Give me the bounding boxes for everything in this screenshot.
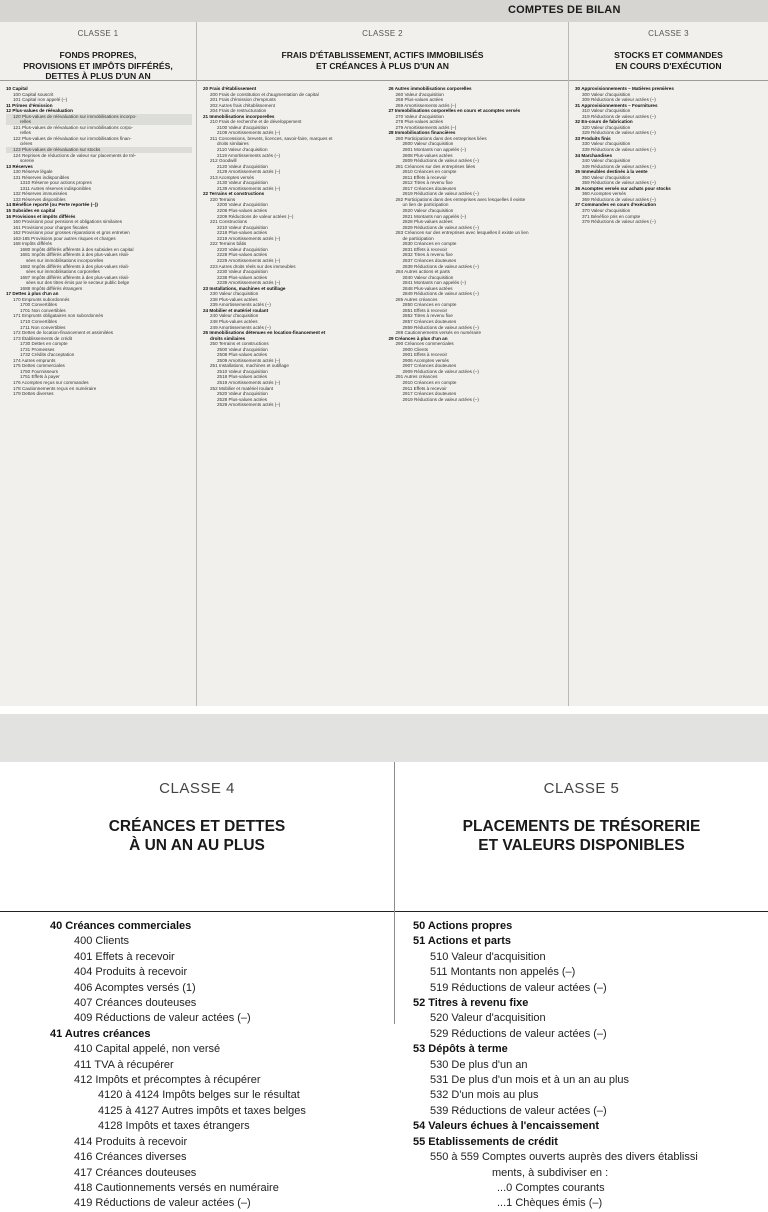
account-line: 1687 Impôts différés afférents à des plus-values réali-	[20, 274, 130, 280]
account-line: 2529 Amortissements actés (–)	[217, 402, 281, 408]
account-line: 418 Cautionnements versés en numéraire	[74, 1181, 279, 1194]
account-line: 2801 Montants non appelés (–)	[402, 147, 467, 153]
account-line: 2239 Amortissements actés (–)	[217, 280, 281, 286]
account-line: 2900 Clients	[402, 346, 429, 352]
account-line: 411 TVA à récupérer	[74, 1058, 174, 1071]
account-line: 178 Cautionnements reçus en numéraire	[13, 385, 97, 391]
account-line: 220 Terrains	[210, 196, 236, 202]
account-line: 290 Créances commerciales	[395, 341, 454, 347]
account-line: 130 Réserve légale	[13, 169, 53, 175]
account-line: 2518 Plus-values actées	[217, 374, 268, 380]
account-line: 532 D'un mois au plus	[430, 1089, 539, 1102]
account-line: 4120 à 4124 Impôts belges sur le résultat	[98, 1089, 300, 1102]
account-line: 404 Produits à recevoir	[74, 966, 188, 979]
account-line: 204 Frais de restructuration	[210, 108, 267, 114]
account-line: 122 Plus-values de réévaluation sur immobilisations finan-	[13, 135, 132, 141]
account-line: 2209 Réductions de valeur actées (–)	[217, 213, 294, 219]
class4-divider	[0, 911, 394, 912]
bottom-page-photo	[0, 714, 768, 1210]
account-line: 2500 Valeur d'acquisition	[217, 346, 268, 352]
account-line: 173 Établissements de crédit	[13, 335, 72, 341]
account-line: 171 Emprunts obligataires non subordonnés	[13, 313, 104, 319]
account-line: 25 Immobilisations détenues en location-financement et	[203, 330, 326, 336]
account-line: 40 Créances commerciales	[50, 920, 192, 932]
account-line: 359 Réductions de valeur actées (–)	[582, 180, 656, 186]
account-line: 1700 Convertibles	[20, 302, 58, 308]
account-line: 176 Acomptes reçus sur commandes	[13, 379, 89, 385]
account-line: 2819 Réductions de valeur actées (–)	[402, 191, 479, 197]
account-line: 412 Impôts et précomptes à récupérer	[74, 1074, 261, 1087]
account-line: 121 Plus-values de réévaluation sur immobilisations corpo-	[13, 124, 134, 130]
account-line: 251 Installations, machines et outillage	[210, 363, 289, 369]
account-line: 2809 Réductions de valeur actées (–)	[402, 158, 479, 164]
account-line: 223 Autres droits réels sur des immeubles	[210, 263, 296, 269]
account-line: 101 Capital non appelé (–)	[13, 97, 68, 103]
account-line: 539 Réductions de valeur actées (–)	[430, 1104, 607, 1117]
account-line: 300 Valeur d'acquisition	[582, 91, 631, 97]
account-line: 27 Immobilisations corporelles en cours et acomptes versés	[388, 108, 521, 114]
account-line: 416 Créances diverses	[74, 1151, 187, 1164]
account-line: 239 Amortissements actés (–)	[210, 302, 271, 308]
account-line: 2130 Valeur d'acquisition	[217, 180, 268, 186]
account-line: 291 Autres créances	[395, 374, 438, 380]
account-line: 2828 Plus-values actées	[402, 219, 453, 225]
account-line: 2901 Effets à recevoir	[402, 352, 448, 358]
account-line: 2849 Réductions de valeur actées (–)	[402, 291, 479, 297]
class3-divider	[569, 80, 768, 81]
account-line: 1711 Non convertibles	[20, 324, 66, 330]
account-line: 1682 Impôts différés afférents à des plus-values réali-	[20, 263, 130, 269]
account-line: 2820 Valeur d'acquisition	[402, 208, 454, 214]
account-line: 2100 Valeur d'acquisition	[217, 124, 268, 130]
account-line: 22 Terrains et constructions	[203, 191, 265, 197]
account-line: 2810 Créances en compte	[402, 169, 457, 175]
account-line: 20 Frais d'établissement	[203, 86, 257, 91]
account-line: 210 Frais de recherche et de développement	[210, 119, 302, 125]
class5-divider	[395, 911, 768, 912]
class1-list	[0, 86, 196, 706]
account-line: 16 Provisions et impôts différés	[6, 213, 76, 219]
account-line: 2208 Plus-values actées	[217, 208, 268, 214]
account-line: 2841 Montants non appelés (–)	[402, 280, 467, 286]
account-line: un lien de participation	[402, 202, 449, 208]
account-line: droits similaires	[210, 335, 246, 341]
account-line: 1701 Non convertibles	[20, 307, 66, 313]
account-line: 360 Acomptes versés	[582, 191, 626, 197]
account-line: 2857 Créances douteuses	[402, 318, 457, 324]
account-line: 2120 Valeur d'acquisition	[217, 163, 268, 169]
account-line: 13 Réserves	[6, 163, 33, 169]
account-line: 2832 Titres à revenu fixe	[402, 252, 453, 258]
account-line: 2528 Plus-values actées	[217, 396, 268, 402]
account-line: 530 De plus d'un an	[430, 1058, 528, 1071]
account-line: 340 Valeur d'acquisition	[582, 158, 631, 164]
banner-title: COMPTES DE BILAN	[508, 4, 621, 16]
account-line: ...0 Comptes courants	[497, 1181, 605, 1194]
account-line: 2906 Acomptes versés	[402, 357, 449, 363]
account-line: 1680 Impôts différés afférents à des subsides en capital	[20, 246, 134, 252]
account-line: de participation	[402, 235, 434, 241]
class4-label: CLASSE 4	[159, 780, 235, 797]
account-line: 320 Valeur d'acquisition	[582, 124, 631, 130]
class3-label: CLASSE 3	[648, 29, 689, 38]
account-line: 53 Dépôts à terme	[413, 1043, 508, 1056]
account-line: 211 Concessions, brevets, licences, savoir-faire, marques et	[210, 135, 333, 141]
account-line: 284 Autres actions et parts	[395, 269, 450, 275]
account-line: 2851 Effets à recevoir	[402, 307, 448, 313]
account-line: 34 Marchandises	[575, 152, 613, 158]
photo-gap	[0, 706, 768, 714]
account-line: 278 Plus-values actées	[395, 119, 443, 125]
account-line: 2210 Valeur d'acquisition	[217, 224, 268, 230]
account-line: 201 Frais d'émission d'emprunts	[210, 97, 276, 103]
account-line: 163-165 Provisions pour autres risques et charges	[13, 235, 116, 241]
class2-divider	[197, 80, 568, 81]
class2-title: FRAIS D'ÉTABLISSEMENT, ACTIFS IMMOBILISÉS ET CRÉANCES À PLUS D'UN AN	[281, 50, 484, 71]
account-line: cières	[20, 141, 33, 147]
account-line: 2110 Valeur d'acquisition	[217, 147, 268, 153]
account-line: 2859 Réductions de valeur actées (–)	[402, 324, 479, 330]
account-line: 100 Capital souscrit	[13, 91, 54, 97]
account-line: 1710 Convertibles	[20, 318, 58, 324]
account-line: 2220 Valeur d'acquisition	[217, 246, 268, 252]
account-line: sées sur immobilisations incorporelles	[26, 257, 104, 263]
account-line: 17 Dettes à plus d'un an	[6, 291, 59, 297]
account-line: 2911 Effets à recevoir	[402, 385, 447, 391]
account-line: 10 Capital	[6, 86, 28, 91]
account-line: 1731 Promesses	[20, 346, 55, 352]
account-line: 240 Valeur d'acquisition	[210, 313, 259, 319]
account-line: 330 Valeur d'acquisition	[582, 141, 631, 147]
account-line: 200 Frais de constitution et d'augmentation de capital	[210, 91, 319, 97]
account-line: 2119 Amortissements actés (–)	[217, 152, 280, 158]
account-line: 1688 Impôts différés étrangers	[20, 285, 83, 291]
account-line: 417 Créances douteuses	[74, 1166, 197, 1179]
top-header-band	[0, 0, 768, 22]
class1-title: FONDS PROPRES, PROVISIONS ET IMPÔTS DIFFÉRÉS, DETTES À PLUS D'UN AN	[23, 50, 173, 81]
account-line: 29 Créances à plus d'un an	[388, 335, 448, 341]
account-line: 270 Valeur d'acquisition	[395, 113, 444, 119]
account-line: 2910 Créances en compte	[402, 379, 457, 385]
account-line: 1311 Autres réserves indisponibles	[20, 185, 91, 191]
account-line: 31 Approvisionnements – Fournitures	[575, 102, 658, 108]
class2-column	[196, 22, 568, 706]
account-line: 283 Créances sur des entreprises avec lesquelles il existe un lien	[395, 230, 529, 236]
class4-column	[0, 762, 394, 1210]
class2-list-left	[197, 86, 383, 706]
account-line: 21 Immobilisations incorporelles	[203, 113, 275, 119]
account-line: sées sur immobilisations corporelles	[26, 269, 100, 275]
account-line: 401 Effets à recevoir	[74, 950, 175, 963]
account-line: 249 Amortissements actés (–)	[210, 324, 271, 330]
class3-column	[568, 22, 768, 706]
account-line: 2839 Réductions de valeur actées (–)	[402, 263, 479, 269]
account-line: 400 Clients	[74, 935, 130, 948]
account-line: 2817 Créances douteuses	[402, 185, 457, 191]
account-line: 410 Capital appelé, non versé	[74, 1043, 221, 1056]
account-line: 369 Réductions de valeur actées (–)	[582, 196, 656, 202]
account-line: 212 Goodwill	[210, 158, 237, 164]
account-line: 24 Mobilier et matériel roulant	[203, 307, 269, 313]
account-line: 2917 Créances douteuses	[402, 391, 457, 397]
account-line: 2811 Effets à recevoir	[402, 174, 447, 180]
account-line: 2837 Créances douteuses	[402, 257, 457, 263]
account-line: 349 Réductions de valeur actées (–)	[582, 163, 656, 169]
account-line: 37 Commandes en cours d'exécution	[575, 202, 656, 208]
account-line: 2200 Valeur d'acquisition	[217, 202, 268, 208]
account-line: 32 En-cours de fabrication	[575, 119, 633, 125]
account-line: 2852 Titres à revenu fixe	[402, 313, 453, 319]
bottom-header-band	[0, 714, 768, 762]
account-line: 260 Valeur d'acquisition	[395, 91, 444, 97]
account-line: 379 Réductions de valeur actées (–)	[582, 219, 656, 225]
account-line: 550 à 559 Comptes ouverts auprès des divers établissi	[430, 1151, 698, 1164]
account-line: 132 Réserves immunisées	[13, 191, 68, 197]
class1-divider	[0, 80, 196, 81]
account-line: 371 Bénéfice pris en compte	[582, 213, 641, 219]
account-line: 170 Emprunts subordonnés	[13, 296, 70, 302]
account-line: 161 Provisions pour charges fiscales	[13, 224, 88, 230]
account-line: sées sur des titres émis par le secteur public belge	[26, 280, 130, 286]
account-line: 407 Créances douteuses	[74, 997, 197, 1010]
account-line: 285 Autres créances	[395, 296, 438, 302]
class5-list	[395, 919, 768, 1212]
class1-label: CLASSE 1	[77, 29, 119, 38]
account-line: 162 Provisions pour grosses réparations et gros entretien	[13, 230, 130, 236]
account-line: 2821 Montants non appelés (–)	[402, 213, 467, 219]
account-line: 350 Valeur d'acquisition	[582, 174, 631, 180]
account-line: 131 Réserves indisponibles	[13, 174, 70, 180]
account-line: 1730 Dettes en compte	[20, 341, 68, 347]
account-line: 2909 Réductions de valeur actées (–)	[402, 368, 479, 374]
account-line: 123 Plus-values de réévaluation sur stocks	[6, 147, 192, 153]
account-line: 519 Réductions de valeur actées (–)	[430, 981, 607, 994]
account-line: 15 Subsides en capital	[6, 208, 56, 214]
account-line: 52 Titres à revenu fixe	[413, 997, 529, 1010]
account-line: relles	[20, 130, 31, 136]
account-line: 160 Provisions pour pensions et obligations similaires	[13, 219, 123, 225]
account-line: 30 Approvisionnements – Matières premières	[575, 86, 674, 91]
account-line: 2919 Réductions de valeur actées (–)	[402, 396, 479, 402]
account-line: 1732 Crédits d'acceptation	[20, 352, 75, 358]
account-line: 4128 Impôts et taxes étrangers	[98, 1120, 250, 1133]
account-line: 11 Primes d'émission	[6, 102, 53, 108]
account-line: 2831 Effets à recevoir	[402, 246, 448, 252]
account-line: 2510 Valeur d'acquisition	[217, 368, 268, 374]
account-line: 133 Réserves disponibles	[13, 196, 66, 202]
account-line: 26 Autres immobilisations corporelles	[388, 86, 472, 91]
account-line: 2829 Réductions de valeur actées (–)	[402, 224, 479, 230]
account-line: 1681 Impôts différés afférents à des plus-values réali-	[20, 252, 130, 258]
account-line: 2218 Plus-values actées	[217, 230, 268, 236]
account-line: 124 Reprises de réductions de valeur sur placements de tré-	[13, 152, 137, 158]
account-line: 268 Plus-values actées	[395, 97, 443, 103]
account-line: 511 Montants non appelés (–)	[430, 966, 576, 979]
account-line: 370 Valeur d'acquisition	[582, 208, 631, 214]
class2-label: CLASSE 2	[362, 29, 403, 38]
account-line: 213 Acomptes versés	[210, 174, 254, 180]
account-line: 2808 Plus-values actées	[402, 152, 453, 158]
class3-list	[569, 86, 768, 706]
account-line: 2229 Amortissements actés (–)	[217, 257, 281, 263]
account-line: 520 Valeur d'acquisition	[430, 1012, 546, 1025]
account-line: relles	[6, 119, 192, 125]
account-line: 339 Réductions de valeur actées (–)	[582, 147, 656, 153]
account-line: 2230 Valeur d'acquisition	[217, 269, 268, 275]
class5-label: CLASSE 5	[543, 780, 620, 797]
account-line: 269 Amortissements actés (–)	[395, 102, 457, 108]
account-line: 409 Réductions de valeur actées (–)	[74, 1012, 251, 1025]
account-line: 2519 Amortissements actés (–)	[217, 379, 281, 385]
account-line: 14 Bénéfice reporté (ou Perte reportée (–))	[6, 202, 98, 208]
account-line: 230 Valeur d'acquisition	[210, 291, 259, 297]
account-line: 2812 Titres à revenu fixe	[402, 180, 453, 186]
account-line: 250 Terrains et constructions	[210, 341, 269, 347]
account-line: 281 Créances sur des entreprises liées	[395, 163, 476, 169]
account-line: 531 De plus d'un mois et à un an au plus	[430, 1074, 630, 1087]
account-line: 222 Terrains bâtis	[210, 241, 247, 247]
account-line: 414 Produits à recevoir	[74, 1135, 188, 1148]
account-line: 282 Participations dans des entreprises avec lesquelles il existe	[395, 196, 526, 202]
account-line: 174 Autres emprunts	[13, 357, 56, 363]
account-line: 529 Réductions de valeur actées (–)	[430, 1027, 607, 1040]
account-line: 175 Dettes commerciales	[13, 363, 65, 369]
account-line: 280 Participations dans des entreprises liées	[395, 135, 487, 141]
account-line: 202 Autres frais d'établissement	[210, 102, 275, 108]
class4-title: CRÉANCES ET DETTES À UN AN AU PLUS	[108, 818, 286, 854]
account-line: 221 Constructions	[210, 219, 248, 225]
account-line: 2129 Amortissements actés (–)	[217, 169, 281, 175]
account-line: 2520 Valeur d'acquisition	[217, 391, 268, 397]
account-line: 36 Acomptes versés sur achats pour stocks	[575, 185, 671, 191]
class5-title: PLACEMENTS DE TRÉSORERIE ET VALEURS DISPONIBLES	[462, 818, 701, 854]
account-line: 179 Dettes diverses	[13, 391, 54, 397]
class1-column	[0, 22, 196, 706]
account-line: 4125 à 4127 Autres impôts et taxes belges	[98, 1104, 306, 1117]
account-line: 55 Etablissements de crédit	[413, 1135, 558, 1148]
account-line: 510 Valeur d'acquisition	[430, 950, 546, 963]
account-line: 2907 Créances douteuses	[402, 363, 457, 369]
account-line: 50 Actions propres	[413, 920, 513, 932]
account-line: 2848 Plus-values actées	[402, 285, 453, 291]
account-line: 2830 Créances en compte	[402, 241, 457, 247]
account-line: 1751 Effets à payer	[20, 374, 60, 380]
account-line: droits similaires	[217, 141, 249, 147]
account-line: 33 Produits finis	[575, 135, 611, 141]
account-line: 252 Mobilier et matériel roulant	[210, 385, 274, 391]
class5-column	[394, 762, 768, 1210]
class2-list-right	[383, 86, 569, 706]
account-line: 419 Réductions de valeur actées (–)	[74, 1197, 251, 1210]
account-line: 2850 Créances en compte	[402, 302, 457, 308]
account-line: ...1 Chèques émis (–)	[497, 1197, 603, 1210]
account-line: 2800 Valeur d'acquisition	[402, 141, 454, 147]
account-line: 51 Actions et parts	[413, 935, 512, 948]
account-line: 23 Installations, machines et outillage	[203, 285, 286, 291]
account-line: 120 Plus-values de réévaluation sur immobilisations incorpo-	[6, 114, 192, 120]
account-line: 1750 Fournisseurs	[20, 368, 59, 374]
account-line: ments, à subdiviser en :	[492, 1166, 609, 1179]
account-line: 12 Plus-values de réévaluation	[6, 108, 73, 114]
account-line: 2840 Valeur d'acquisition	[402, 274, 454, 280]
account-line: 406 Acomptes versés (1)	[74, 981, 196, 994]
account-line: 2508 Plus-values actées	[217, 352, 268, 358]
account-line: 248 Plus-values actées	[210, 318, 258, 324]
account-line: 329 Réductions de valeur actées (–)	[582, 130, 656, 136]
account-line: 28 Immobilisations financières	[388, 130, 456, 136]
account-line: 2219 Amortissements actés (–)	[217, 235, 281, 241]
account-line: 279 Amortissements actés (–)	[395, 124, 457, 130]
account-line: 309 Réductions de valeur actées (–)	[582, 97, 656, 103]
account-line: 238 Plus-values actées	[210, 296, 258, 302]
account-line: 168 Impôts différés	[13, 241, 52, 247]
class4-list	[0, 919, 394, 1212]
class3-title: STOCKS ET COMMANDES EN COURS D'EXÉCUTION	[614, 50, 723, 71]
account-line: 54 Valeurs échues à l'encaissement	[413, 1120, 600, 1133]
account-line: 319 Réductions de valeur actées (–)	[582, 113, 656, 119]
account-line: 288 Cautionnements versés en numéraire	[395, 330, 482, 336]
account-line: 2109 Amortissements actés (–)	[217, 130, 281, 136]
account-line: sorerie	[20, 158, 35, 164]
account-line: 310 Valeur d'acquisition	[582, 108, 631, 114]
account-line: 2228 Plus-values actées	[217, 252, 268, 258]
account-line: 2139 Amortissements actés (–)	[217, 185, 281, 191]
account-line: 35 Immeubles destinés à la vente	[575, 169, 648, 175]
account-line: 1310 Réserve pour actions propres	[20, 180, 92, 186]
account-line: 172 Dettes de location-financement et assimilées	[13, 330, 114, 336]
account-line: 2238 Plus-values actées	[217, 274, 268, 280]
account-line: 41 Autres créances	[50, 1027, 151, 1040]
account-line: 2509 Amortissements actés (–)	[217, 357, 281, 363]
